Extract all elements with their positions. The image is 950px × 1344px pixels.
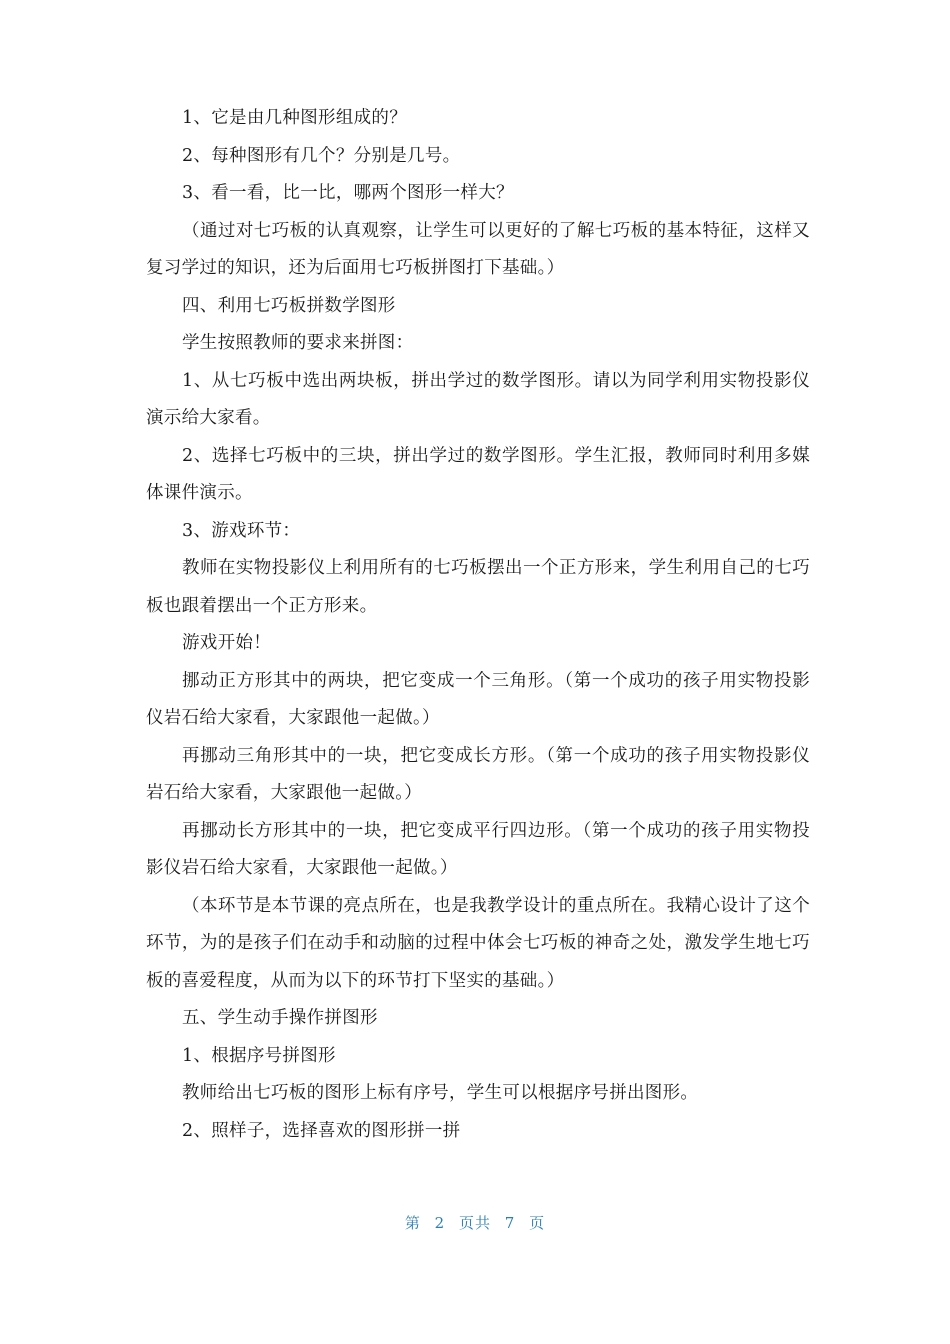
paragraph-question-3: 3、看一看，比一比，哪两个图形一样大？ xyxy=(182,183,514,203)
paragraph-by-number: 1、根据序号拼图形 xyxy=(182,1045,336,1066)
footer-label-ye-gong: 页共 xyxy=(458,1214,491,1232)
paragraph-move-parallelogram: 再挪动长方形其中的一块，把它变成平行四边形。（第一个成功的孩子用实物投影仪岩石给大家看，大家跟他一起做。） xyxy=(146,820,810,878)
page-footer xyxy=(0,1212,950,1233)
section-heading-4: 四、利用七巧板拼数学图形 xyxy=(182,295,396,316)
footer-total-pages: 7 xyxy=(504,1214,516,1232)
paragraph-move-rectangle: 再挪动三角形其中的一块，把它变成长方形。（第一个成功的孩子用实物投影仪岩石给大家看，大家跟他一起做。） xyxy=(146,745,810,803)
page-body xyxy=(146,100,810,1150)
paragraph-teacher-gives: 教师给出七巧板的图形上标有序号，学生可以根据序号拼出图形。 xyxy=(182,1083,699,1103)
paragraph-move-triangle: 挪动正方形其中的两块，把它变成一个三角形。（第一个成功的孩子用实物投影仪岩石给大家看，大家跟他一起做。） xyxy=(146,670,810,728)
paragraph-game-start: 游戏开始！ xyxy=(182,633,271,653)
paragraph-step-1: 1、从七巧板中选出两块板，拼出学过的数学图形。请以为同学利用实物投影仪演示给大家看。 xyxy=(146,370,810,428)
footer-current-page: 2 xyxy=(434,1214,446,1232)
paragraph-step-2: 2、选择七巧板中的三块，拼出学过的数学图形。学生汇报，教师同时利用多媒体课件演示。 xyxy=(146,445,810,503)
paragraph-follow-example: 2、照样子，选择喜欢的图形拼一拼 xyxy=(182,1120,461,1141)
footer-label-ye: 页 xyxy=(529,1214,546,1232)
paragraph-question-2: 2、每种图形有几个？分别是几号。 xyxy=(182,145,461,166)
paragraph-observation-note: （通过对七巧板的认真观察，让学生可以更好的了解七巧板的基本特征，这样又复习学过的知识，还为后面用七巧板拼图打下基础。） xyxy=(146,220,810,278)
paragraph-question-1: 1、它是由几种图形组成的？ xyxy=(182,108,408,128)
paragraph-step-3: 3、游戏环节： xyxy=(182,520,301,541)
footer-label-di: 第 xyxy=(404,1214,421,1232)
section-heading-5: 五、学生动手操作拼图形 xyxy=(182,1008,378,1028)
paragraph-instruction: 学生按照教师的要求来拼图： xyxy=(182,333,414,353)
paragraph-design-note: （本环节是本节课的亮点所在，也是我教学设计的重点所在。我精心设计了这个环节，为的是孩子们在动手和动脑的过程中体会七巧板的神奇之处，激发学生地七巧板的喜爱程度，从而为以下的环节打下坚实的基础。） xyxy=(146,895,810,991)
paragraph-teacher-demo: 教师在实物投影仪上利用所有的七巧板摆出一个正方形来，学生利用自己的七巧板也跟着摆出一个正方形来。 xyxy=(146,558,810,616)
